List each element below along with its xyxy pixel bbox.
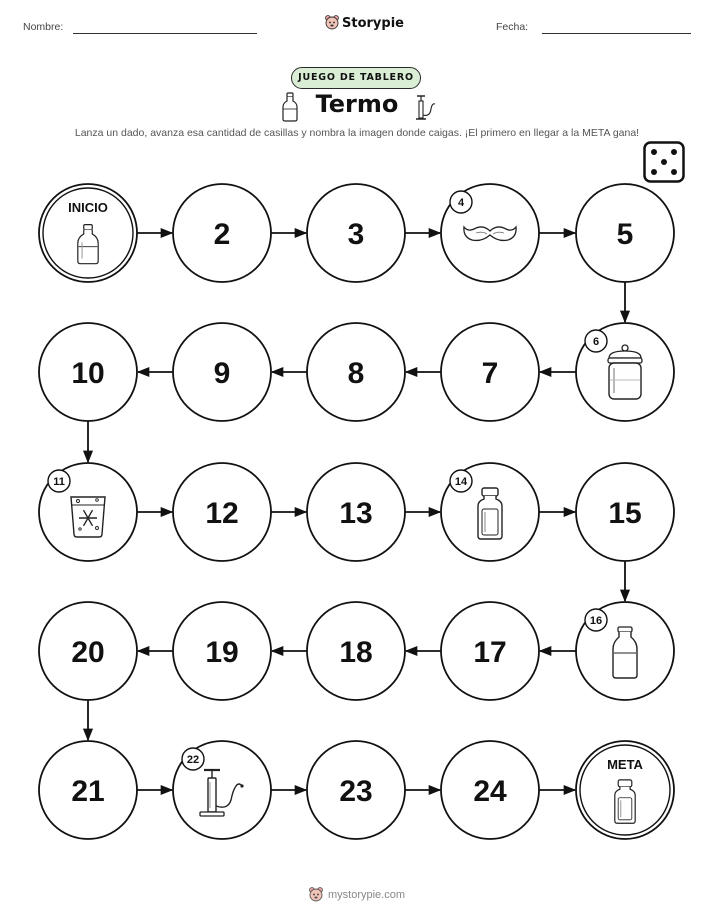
cell-number: 18 bbox=[339, 636, 373, 669]
board-cell-19 bbox=[173, 602, 271, 700]
instructions: Lanza un dado, avanza esa cantidad de casillas y nombra la imagen donde caigas. ¡El primero en llegar a la META gana! bbox=[74, 127, 640, 139]
board-cell-15 bbox=[576, 463, 674, 561]
cell-number: 24 bbox=[473, 775, 507, 808]
board-cell-20 bbox=[39, 602, 137, 700]
cell-number: 7 bbox=[481, 357, 499, 390]
board-cell-10 bbox=[39, 323, 137, 421]
board-cell-4 bbox=[441, 184, 539, 282]
cell-number: 20 bbox=[71, 636, 105, 669]
page-title: Termo bbox=[315, 90, 399, 118]
svg-text:22: 22 bbox=[186, 754, 200, 766]
svg-text:4: 4 bbox=[457, 197, 465, 209]
game-type-badge: JUEGO DE TABLERO bbox=[291, 67, 421, 89]
cell-number: 21 bbox=[71, 775, 105, 808]
name-label: Nombre: bbox=[23, 21, 64, 33]
board-cell-5 bbox=[576, 184, 674, 282]
cell-number: 13 bbox=[339, 497, 373, 530]
svg-text:16: 16 bbox=[589, 615, 603, 627]
board-cell-goal bbox=[576, 741, 674, 839]
footer-url: mystorypie.com bbox=[328, 889, 406, 901]
board-cell-7 bbox=[441, 323, 539, 421]
cell-number: 8 bbox=[347, 357, 365, 390]
svg-text:11: 11 bbox=[53, 476, 65, 488]
cell-number: 15 bbox=[608, 497, 642, 530]
board-cell-16 bbox=[576, 602, 674, 700]
cell-number: 12 bbox=[205, 497, 239, 530]
ice-glass-icon bbox=[71, 497, 105, 537]
board-cell-3 bbox=[307, 184, 405, 282]
board-cell-8 bbox=[307, 323, 405, 421]
cell-number: 23 bbox=[339, 775, 373, 808]
cell-number-badge bbox=[585, 330, 607, 352]
cell-number: 5 bbox=[616, 218, 634, 251]
board-cell-21 bbox=[39, 741, 137, 839]
start-label: INICIO bbox=[68, 200, 108, 215]
footer bbox=[309, 887, 405, 903]
board-cell-9 bbox=[173, 323, 271, 421]
board-cell-12 bbox=[173, 463, 271, 561]
cell-number: 9 bbox=[213, 357, 231, 390]
cell-number-badge bbox=[585, 609, 607, 631]
cell-number-badge bbox=[450, 470, 472, 492]
cell-number: 10 bbox=[71, 357, 105, 390]
svg-text:14: 14 bbox=[454, 476, 468, 488]
board-cell-14 bbox=[441, 463, 539, 561]
svg-text:6: 6 bbox=[592, 336, 600, 348]
board-cell-23 bbox=[307, 741, 405, 839]
cell-number-badge bbox=[48, 470, 70, 492]
jar-icon bbox=[608, 345, 642, 399]
board-cell-2 bbox=[173, 184, 271, 282]
date-label: Fecha: bbox=[496, 21, 529, 33]
board-cell-18 bbox=[307, 602, 405, 700]
cell-number: 2 bbox=[213, 218, 231, 251]
board-cell-13 bbox=[307, 463, 405, 561]
bear-icon bbox=[309, 887, 323, 903]
brand-name: Storypie bbox=[342, 15, 404, 31]
cell-number: 3 bbox=[347, 218, 365, 251]
cell-number: 19 bbox=[205, 636, 239, 669]
board-cell-17 bbox=[441, 602, 539, 700]
cell-number: 17 bbox=[473, 636, 507, 669]
board-cell-11 bbox=[39, 463, 137, 561]
cell-number-badge bbox=[182, 748, 204, 770]
board-cell-22 bbox=[173, 741, 271, 839]
goal-label: META bbox=[607, 757, 643, 772]
board-cell-start bbox=[39, 184, 137, 282]
cell-number-badge bbox=[450, 191, 472, 213]
board-cell-6 bbox=[576, 323, 674, 421]
board-cell-24 bbox=[441, 741, 539, 839]
